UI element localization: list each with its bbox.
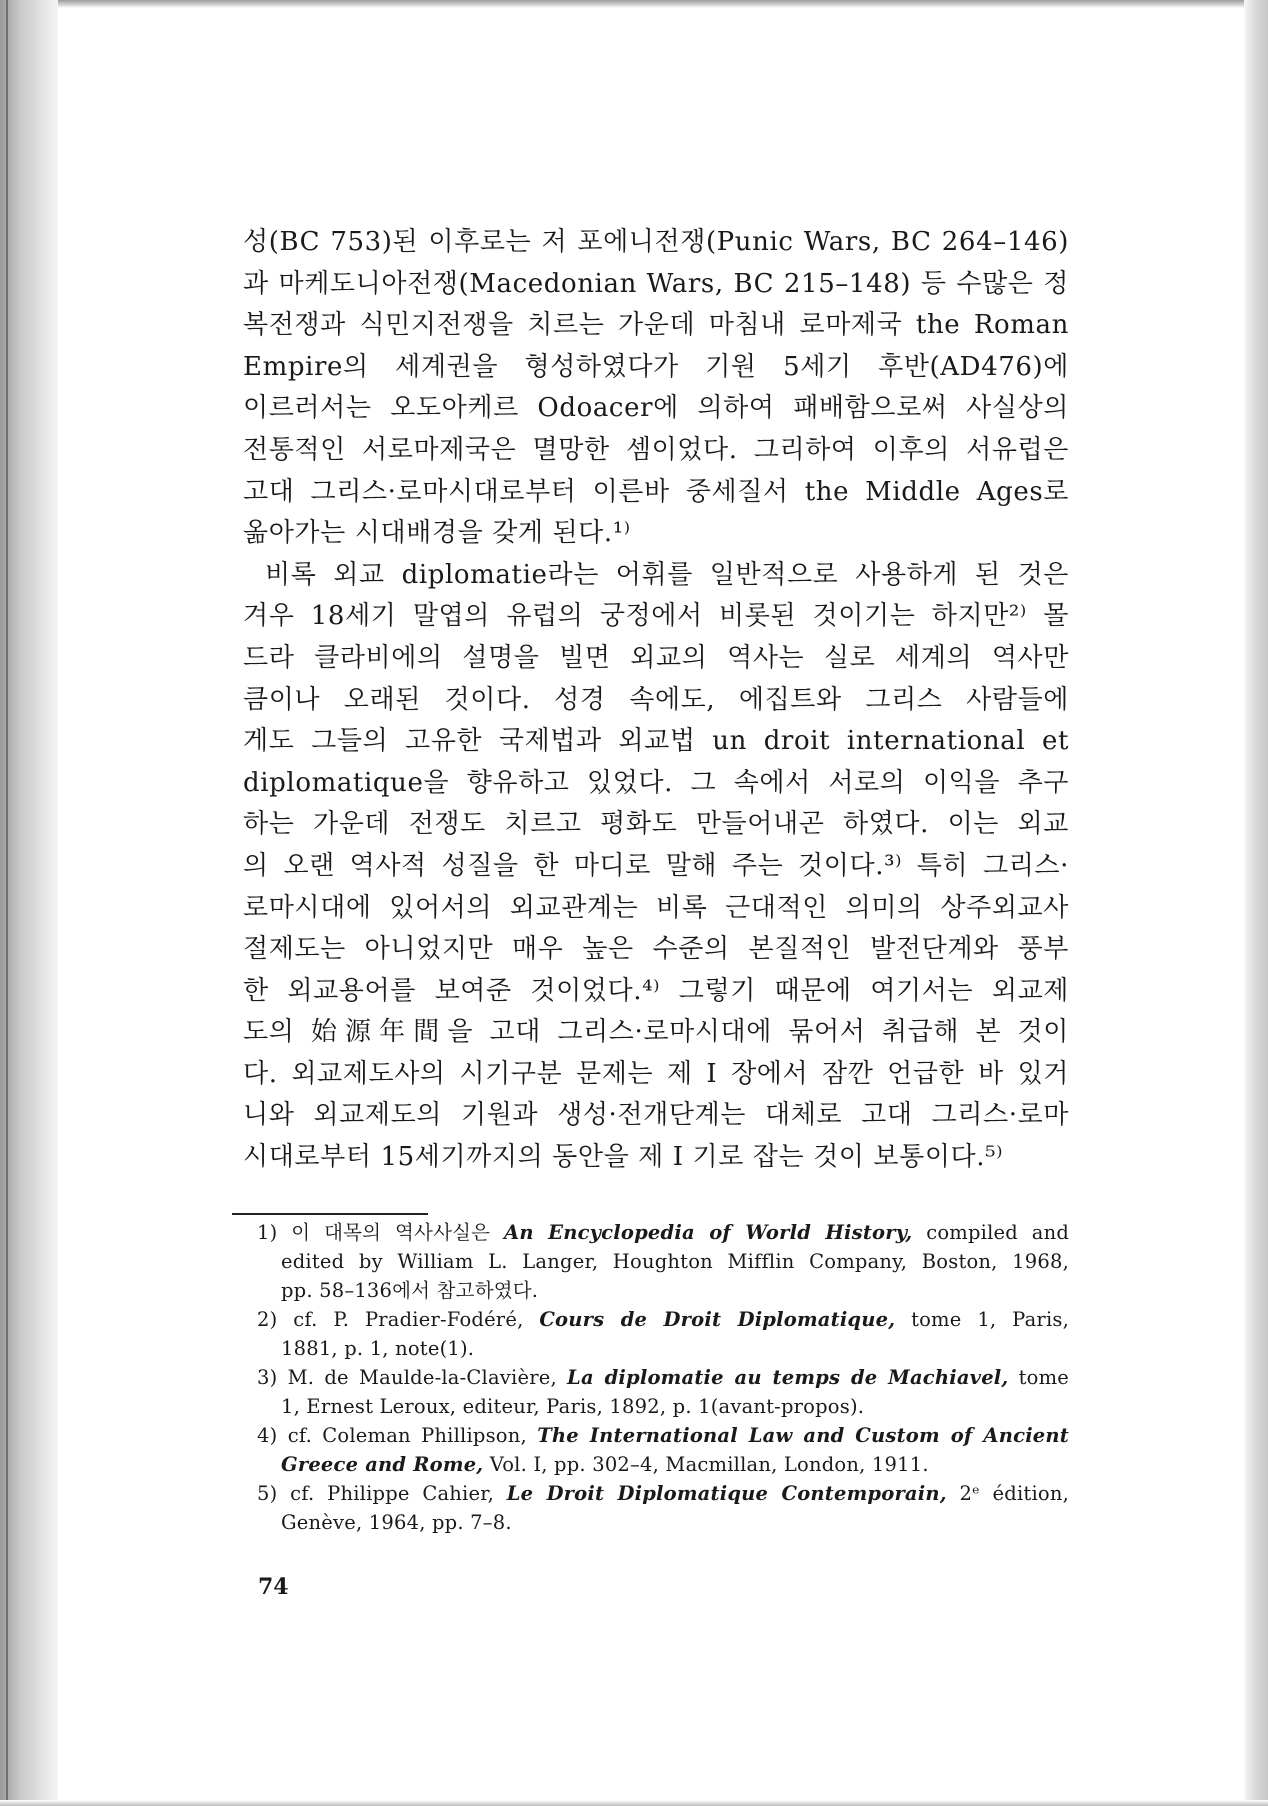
text-line: 게도 그들의 고유한 국제법과 외교법 un droit international et [243,726,1069,757]
footnote-text: 2ᵉ édition, [946,1482,1069,1505]
text-line: 겨우 18세기 말엽의 유럽의 궁정에서 비롯된 것이기는 하지만²⁾ 몰 [243,601,1069,632]
footnote-title: Greece and Rome, [281,1453,484,1476]
footnote-line [257,1305,1069,1334]
footnote [257,1218,1069,1305]
text-line: 도의 始源年間을 고대 그리스·로마시대에 묶어서 취급해 본 것이 [243,1017,1069,1048]
footnote-number: 5) [257,1482,278,1505]
footnote-line [257,1247,1069,1276]
footnote-line [257,1421,1069,1450]
footnote-text: 이 대목의 역사사실은 [291,1221,505,1244]
text-line: Empire의 세계권을 형성하였다가 기원 5세기 후반(AD476)에 [243,351,1069,382]
footnote-line [257,1334,1069,1363]
text-line: 큼이나 오래된 것이다. 성경 속에도, 에집트와 그리스 사람들에 [243,684,1069,715]
footnote-line [257,1218,1069,1247]
text-line: 비록 외교 diplomatie라는 어휘를 일반적으로 사용하게 된 것은 [265,559,1069,590]
text-line: 이르러서는 오도아케르 Odoacer에 의하여 패배함으로써 사실상의 [243,393,1069,424]
footnote-line [257,1392,1069,1421]
text-line: 로마시대에 있어서의 외교관계는 비록 근대적인 의미의 상주외교사 [243,892,1069,923]
page-right-edge [1244,0,1268,1806]
footnote-title: Le Droit Diplomatique Contemporain, [506,1482,947,1505]
text-line: 고대 그리스·로마시대로부터 이른바 중세질서 the Middle Ages로 [243,476,1069,507]
text-line: 니와 외교제도의 기원과 생성·전개단계는 대체로 고대 그리스·로마 [243,1100,1069,1131]
footnote [257,1363,1069,1421]
footnote-text: tome [1008,1366,1069,1389]
footnote [257,1421,1069,1479]
footnote-text: pp. 58–136에서 참고하였다. [281,1279,539,1302]
footnote-number: 2) [257,1308,278,1331]
footnote-number: 1) [257,1221,278,1244]
paragraph [243,555,1069,1179]
text-line: 한 외교용어를 보여준 것이었다.⁴⁾ 그렇기 때문에 여기서는 외교제 [243,975,1069,1006]
text-line: 하는 가운데 전쟁도 치르고 평화도 만들어내곤 하였다. 이는 외교 [243,809,1069,840]
footnote-text: compiled and [912,1221,1070,1244]
footnote-number: 3) [257,1366,278,1389]
footnote-text: tome 1, Paris, [895,1308,1069,1331]
footnote-line [257,1450,1069,1479]
text-line: 과 마케도니아전쟁(Macedonian Wars, BC 215–148) 등 수많은 정 [243,268,1069,299]
page-bottom-edge [0,1800,1268,1806]
footnote-title: The International Law and Custom of Ancient [537,1424,1069,1447]
text-line: 의 오랜 역사적 성질을 한 마디로 말해 주는 것이다.³⁾ 특히 그리스· [243,850,1069,881]
footnote-number: 4) [257,1424,278,1447]
text-line: diplomatique을 향유하고 있었다. 그 속에서 서로의 이익을 추구 [243,767,1069,798]
footnote-line [257,1479,1069,1508]
footnote-text: cf. Coleman Phillipson, [287,1424,538,1447]
text-line: 전통적인 서로마제국은 멸망한 셈이었다. 그리하여 이후의 서유럽은 [243,434,1069,465]
footnote-title: An Encyclopedia of World History, [504,1221,913,1244]
footnote-text: M. de Maulde-la-Clavière, [287,1366,568,1389]
book-spine-edge [0,0,58,1806]
footnote-text: Vol. I, pp. 302–4, Macmillan, London, 1911. [483,1453,929,1476]
text-line: 복전쟁과 식민지전쟁을 치르는 가운데 마침내 로마제국 the Roman [243,310,1069,341]
footnote-text: Genève, 1964, pp. 7–8. [281,1511,512,1534]
footnote-line [257,1276,1069,1305]
text-line: 절제도는 아니었지만 매우 높은 수준의 본질적인 발전단계와 풍부 [243,934,1069,965]
footnote-text: cf. Philippe Cahier, [290,1482,507,1505]
footnote [257,1305,1069,1363]
page-number: 74 [258,1574,289,1600]
footnote-title: La diplomatie au temps de Machiavel, [567,1366,1009,1389]
footnotes [257,1218,1069,1537]
body-text [243,222,1069,1179]
footnote-text: 1, Ernest Leroux, editeur, Paris, 1892, p. 1(avant-propos). [281,1395,865,1418]
text-line: 성(BC 753)된 이후로는 저 포에니전쟁(Punic Wars, BC 264–146) [243,227,1069,257]
text-line: 드라 클라비에의 설명을 빌면 외교의 역사는 실로 세계의 역사만 [243,642,1069,673]
text-line: 시대로부터 15세기까지의 동안을 제 I 기로 잡는 것이 보통이다.⁵⁾ [243,1142,1004,1173]
page-top-edge [0,0,1268,8]
paragraph [243,222,1069,555]
footnote [257,1479,1069,1537]
footnote-line [257,1363,1069,1392]
footnote-text: 1881, p. 1, note(1). [281,1337,475,1360]
footnote-text: edited by William L. Langer, Houghton Mifflin Company, Boston, 1968, [281,1250,1069,1273]
footnote-text: cf. P. Pradier-Fodéré, [293,1308,540,1331]
footnote-separator [232,1213,428,1215]
footnote-line [257,1508,1069,1537]
footnote-title: Cours de Droit Diplomatique, [539,1308,896,1331]
text-line: 다. 외교제도사의 시기구분 문제는 제 I 장에서 잠깐 언급한 바 있거 [243,1058,1069,1089]
text-line: 옮아가는 시대배경을 갖게 된다.¹⁾ [243,518,631,549]
